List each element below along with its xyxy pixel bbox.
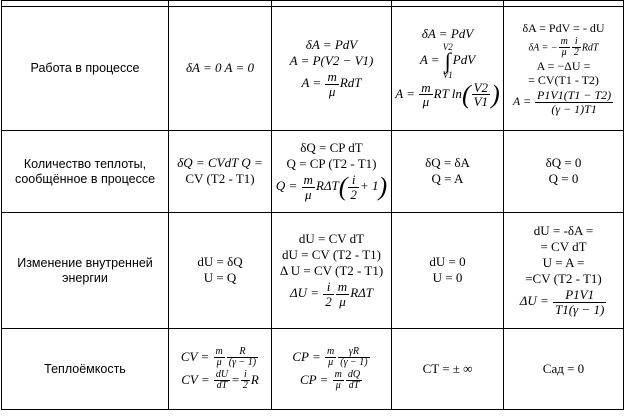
formula-line: [394, 43, 501, 79]
formula-line: U = Q: [203, 270, 237, 285]
fraction-m-mu: [419, 81, 432, 109]
formula-line: [274, 280, 389, 308]
capacity-isobaric: [272, 329, 392, 410]
formula-line: δQ = 0: [545, 155, 582, 171]
numerator: m: [327, 345, 335, 357]
integral-upper-limit: V2: [442, 42, 453, 53]
formula-part: PdV: [452, 52, 476, 68]
numerator: m: [337, 279, 348, 295]
formula-part: RdT: [581, 41, 599, 53]
formula-line: A = −ΔU =: [536, 58, 591, 73]
formula-line: [506, 288, 621, 316]
capacity-isothermal-formula: CT = ± ∞: [422, 360, 473, 376]
fraction-m-mu: [302, 173, 315, 201]
formula-part: A =: [512, 93, 535, 108]
close-paren: ): [491, 80, 500, 110]
denominator: 2: [573, 47, 579, 58]
formula-part: Q =: [275, 178, 301, 194]
formula-part: ΔU =: [519, 293, 552, 309]
formula-part: CP =: [299, 371, 332, 387]
formula-line: dU = δQ: [197, 254, 243, 270]
fraction-adiabatic-work: [535, 89, 613, 115]
fraction-gamma-r: [338, 347, 369, 369]
numerator: V2: [473, 79, 489, 95]
heat-isochoric: [169, 131, 272, 213]
formula-part: RΔT: [350, 285, 373, 301]
energy-isothermal: [392, 213, 504, 329]
row-label-capacity: Теплоёмкость: [2, 329, 169, 410]
energy-isobaric: [272, 213, 392, 329]
denominator: dT: [216, 380, 228, 391]
formula-line: [506, 89, 621, 115]
fraction-i-2: [572, 37, 581, 59]
formula-line: δQ = CVdT Q =: [177, 155, 263, 171]
denominator: μ: [422, 94, 430, 110]
capacity-adiabatic-formula: Cад = 0: [542, 360, 585, 376]
formula-line: dU = -δA =: [533, 223, 594, 239]
formula-line: dU = CV (T2 - T1): [282, 247, 381, 263]
energy-isochoric: [169, 213, 272, 329]
denominator: 2: [242, 380, 248, 391]
formula-line: δA = PdV: [305, 37, 358, 53]
work-isobaric: [272, 7, 392, 131]
numerator: dU: [215, 368, 229, 380]
formula-line: Δ U = CV (T2 - T1): [279, 263, 384, 279]
formula-line: =CV (T2 - T1): [525, 271, 602, 287]
formula-line: = CV(T1 - T2): [528, 73, 599, 88]
formula-line: [394, 80, 501, 110]
formula-line: dU = 0: [429, 254, 466, 270]
capacity-isochoric: [169, 329, 272, 410]
fraction-m-mu: [325, 347, 336, 369]
fraction-i-2: [323, 280, 334, 308]
work-isothermal: [392, 7, 504, 131]
numerator: P1V1(T1 − T2): [537, 88, 612, 103]
table-row-energy: [2, 213, 624, 329]
numerator: P1V1: [553, 288, 606, 303]
formula-part: A =: [301, 75, 325, 91]
denominator: μ: [339, 293, 346, 309]
capacity-isothermal: [392, 329, 504, 410]
denominator: dT: [348, 380, 360, 391]
fraction-m-mu: [333, 370, 344, 392]
numerator: R: [227, 347, 258, 359]
fraction-i-2: [348, 173, 359, 201]
fraction-i-2: [241, 370, 250, 392]
formula-line: CV (T2 - T1): [185, 171, 255, 186]
denominator: (γ − 1): [228, 357, 257, 368]
formula-line: [274, 347, 389, 369]
formula-part: CV =: [181, 371, 213, 387]
denominator: μ: [328, 83, 336, 99]
numerator: i: [323, 280, 334, 295]
formula-part: R: [250, 371, 259, 387]
fraction-du-dt: [214, 370, 230, 392]
integral-sign: [443, 43, 453, 79]
energy-adiabatic: [504, 213, 624, 329]
table-row-work: [2, 7, 624, 131]
denominator: (γ − 1)T1: [551, 101, 597, 116]
numerator: m: [421, 79, 431, 95]
numerator: i: [572, 37, 581, 49]
formula-line: A = P(V2 − V1): [289, 53, 374, 69]
formula-part: RΔT: [315, 178, 339, 194]
formula-line: Q = CP (T2 - T1): [286, 155, 377, 171]
formula-line: δA = PdV: [421, 26, 474, 42]
thermo-process-table: [1, 0, 624, 410]
denominator: 2: [325, 293, 332, 309]
open-paren: (: [461, 80, 471, 110]
numerator: m: [215, 345, 223, 357]
formula-part: A =: [419, 52, 443, 68]
denominator: μ: [216, 357, 222, 368]
formula-line: [274, 370, 389, 392]
formula-line: Q = 0: [548, 171, 579, 186]
row-label-heat: Количество теплоты, сообщённое в процессе: [2, 131, 169, 213]
formula-line: [171, 347, 269, 369]
numerator: m: [303, 172, 313, 188]
formula-line: Q = A: [431, 171, 464, 186]
formula-line: δQ = CP dT: [300, 139, 363, 155]
formula-line: [171, 370, 269, 392]
fraction-adiabatic-energy: [553, 288, 606, 316]
fraction-m-mu: [214, 347, 225, 369]
formula-part: CP =: [292, 348, 325, 364]
work-adiabatic: [504, 7, 624, 131]
formula-line: [274, 172, 389, 202]
denominator: μ: [335, 380, 341, 391]
work-isochoric-formula: δA = 0 A = 0: [185, 60, 254, 76]
fraction-volume: [472, 81, 490, 109]
formula-line: U = A =: [542, 255, 585, 271]
numerator: m: [327, 69, 337, 85]
formula-part: CV =: [180, 348, 213, 364]
denominator: T1(γ − 1): [555, 301, 605, 317]
formula-line: δQ = δA: [425, 155, 470, 171]
row-label-energy: Изменение внутренней энергии: [2, 213, 169, 329]
denominator: (γ − 1): [340, 357, 368, 368]
denominator: μ: [304, 186, 312, 202]
fraction-m-mu: [325, 70, 338, 98]
row-label-work: Работа в процессе: [2, 7, 169, 131]
open-paren: (: [338, 172, 348, 202]
table-row-capacity: [2, 329, 624, 410]
formula-line: U = 0: [432, 270, 463, 285]
fraction-r-gamma: [227, 347, 258, 369]
denominator: μ: [561, 47, 567, 58]
integral-glyph: ∫: [444, 48, 451, 74]
heat-adiabatic: [504, 131, 624, 213]
numerator: γR: [338, 347, 369, 359]
close-paren: ): [378, 172, 388, 202]
formula-part: + 1: [359, 178, 379, 194]
formula-line: δA = PdV = - dU: [522, 20, 605, 35]
formula-line: dU = CV dT: [298, 231, 365, 247]
formula-part: ΔU =: [290, 285, 323, 301]
heat-isobaric: [272, 131, 392, 213]
numerator: i: [241, 370, 250, 382]
formula-part: A =: [395, 85, 419, 101]
formula-part: RT ln: [433, 85, 462, 101]
denominator: V1: [473, 94, 489, 110]
denominator: 2: [350, 186, 357, 202]
numerator: m: [334, 368, 342, 380]
formula-part: δA = −: [528, 41, 558, 53]
formula-part: =: [231, 371, 240, 387]
numerator: i: [348, 173, 359, 188]
formula-line: [506, 37, 621, 59]
formula-part: RdT: [339, 75, 362, 91]
heat-isothermal: [392, 131, 504, 213]
work-isochoric: [169, 7, 272, 131]
formula-line: = CV dT: [540, 239, 587, 255]
formula-line: [274, 70, 389, 98]
numerator: dQ: [347, 368, 361, 380]
integral-lower-limit: V1: [442, 69, 453, 80]
capacity-adiabatic: [504, 329, 624, 410]
fraction-m-mu: [559, 37, 570, 59]
numerator: m: [560, 35, 568, 47]
denominator: μ: [328, 357, 334, 368]
fraction-dq-dt: [346, 370, 362, 392]
table-row-heat: [2, 131, 624, 213]
fraction-m-mu: [336, 280, 349, 308]
